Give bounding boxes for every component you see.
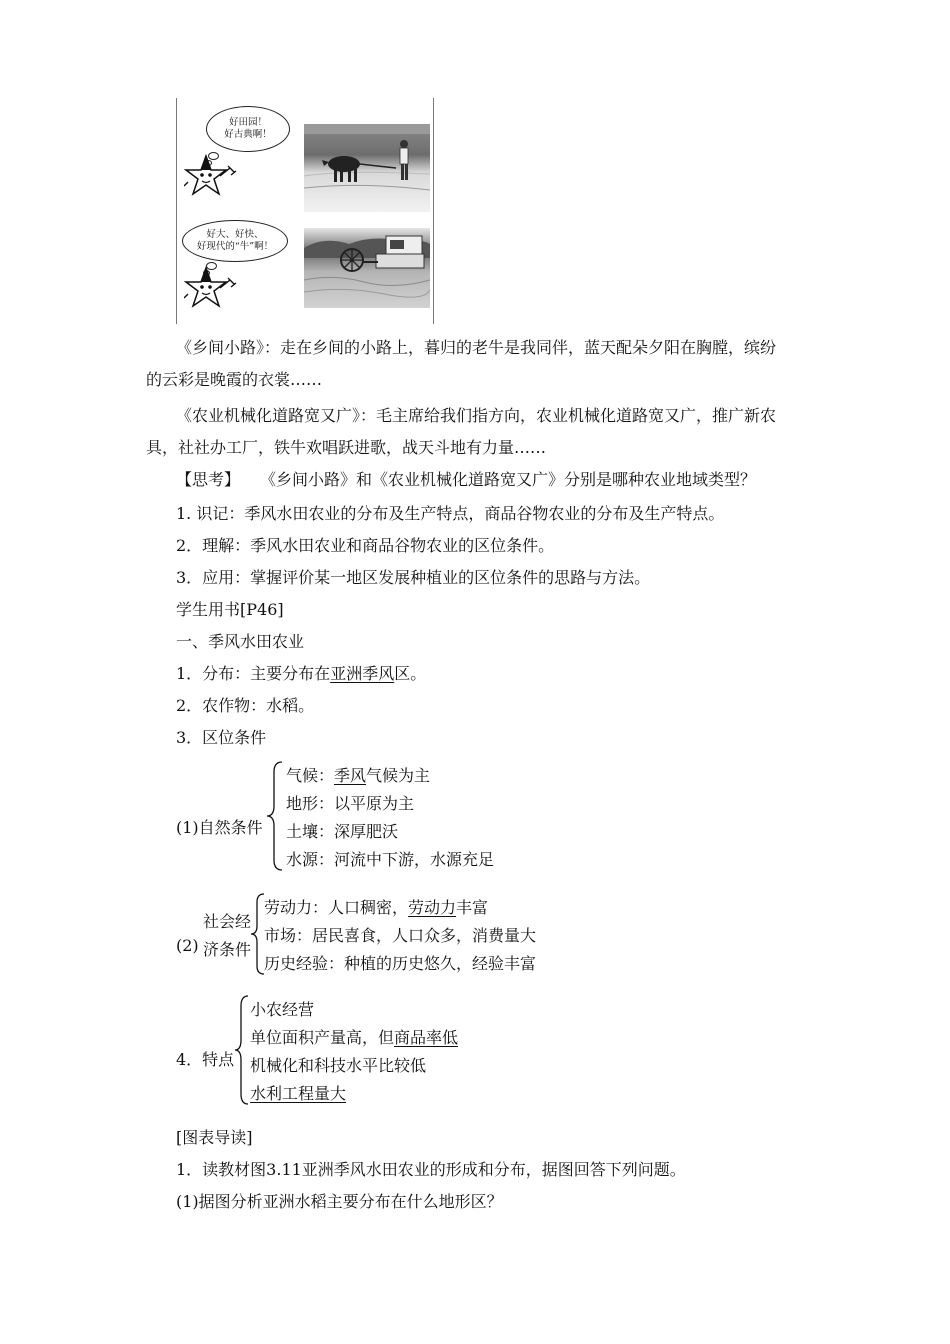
- cartoon-figure: [176, 98, 434, 324]
- climate-line: [286, 766, 430, 786]
- section-heading: 一、季风水田农业: [176, 632, 305, 651]
- bubble-bottom-line2: 好现代的“牛”啊！: [196, 241, 274, 252]
- feature-item4-answer: 水利工程量大: [250, 1084, 347, 1103]
- features-label: 4．特点: [176, 1050, 235, 1069]
- think-label: 【思考】: [176, 470, 241, 489]
- bubble-top-line2: 好古典啊！: [224, 129, 272, 140]
- song1-line2: 的云彩是晚霞的衣裳……: [146, 370, 323, 389]
- soil-line: 土壤：深厚肥沃: [286, 822, 399, 841]
- feature-item: 小农经营: [250, 1000, 315, 1019]
- book-reference: 学生用书[P46]: [176, 600, 284, 619]
- location-heading: 3．区位条件: [176, 728, 267, 747]
- star-character-icon: [184, 266, 240, 312]
- figure-right-border: [433, 98, 434, 324]
- left-brace-icon: [234, 994, 250, 1106]
- water-line: 水源：河流中下游，水源充足: [286, 850, 495, 869]
- speech-bubble-bottom: [182, 220, 288, 262]
- speech-bubble-top: [206, 106, 290, 152]
- bubble-top-line1: 好田园！: [228, 117, 267, 128]
- social-conditions-num: (2): [176, 936, 199, 955]
- song2-line1: 《农业机械化道路宽又广》：毛主席给我们指方向，农业机械化道路宽又广，推广新农: [176, 406, 777, 425]
- climate-answer: 季风: [334, 766, 367, 785]
- feature-item: [250, 1084, 346, 1104]
- ox-plowing-paddy-photo: [304, 124, 430, 212]
- feature-item: 机械化和科技水平比较低: [250, 1056, 427, 1075]
- goal-item: 2．理解：季风水田农业和商品谷物农业的区位条件。: [176, 536, 555, 555]
- song2-line2: 具，社社办工厂，铁牛欢唱跃进歌，战天斗地有力量……: [146, 438, 547, 457]
- distribution-suffix: 区。: [394, 664, 427, 683]
- goal-item: 1. 识记：季风水田农业的分布及生产特点，商品谷物农业的分布及生产特点。: [176, 504, 725, 523]
- distribution-answer: 亚洲季风: [330, 664, 395, 683]
- bubble-bottom-line1: 好大、好快、: [206, 229, 264, 240]
- think-text: 《乡间小路》和《农业机械化道路宽又广》分别是哪种农业地域类型？: [260, 470, 757, 489]
- social-conditions-label-1: 社会经: [203, 912, 252, 931]
- distribution-prefix: 1．分布：主要分布在: [176, 664, 331, 683]
- goal-item: 3．应用：掌握评价某一地区发展种植业的区位条件的思路与方法。: [176, 568, 651, 587]
- history-line: 历史经验：种植的历史悠久，经验丰富: [264, 954, 537, 973]
- combine-harvester-photo: [304, 228, 430, 308]
- guide-question: 1．读教材图3.11亚洲季风水田农业的形成和分布，据图回答下列问题。: [176, 1160, 686, 1179]
- labor-line: [264, 898, 488, 918]
- feature-item: [250, 1028, 458, 1048]
- feature-item2-prefix: 单位面积产量高，但: [250, 1028, 395, 1047]
- feature-item2-answer: 商品率低: [394, 1028, 459, 1047]
- think-question: [176, 470, 756, 490]
- guide-subquestion: (1)据图分析亚洲水稻主要分布在什么地形区？: [176, 1192, 503, 1211]
- star-character-icon: [184, 154, 240, 200]
- figure-left-border: [176, 98, 177, 324]
- climate-prefix: 气候：: [286, 766, 335, 785]
- chart-guide-heading: [图表导读]: [176, 1128, 253, 1147]
- labor-prefix: 劳动力：人口稠密，: [264, 898, 409, 917]
- labor-suffix: 丰富: [456, 898, 489, 917]
- crop-line: 2．农作物：水稻。: [176, 696, 315, 715]
- market-line: 市场：居民喜食，人口众多，消费量大: [264, 926, 537, 945]
- left-brace-icon: [266, 760, 284, 872]
- terrain-line: 地形：以平原为主: [286, 794, 415, 813]
- natural-conditions-label: (1)自然条件: [176, 818, 263, 837]
- song1-line1: 《乡间小路》：走在乡间的小路上，暮归的老牛是我同伴，蓝天配朵夕阳在胸膛，缤纷: [176, 338, 777, 357]
- distribution-line: [176, 664, 426, 684]
- labor-answer: 劳动力: [408, 898, 457, 917]
- climate-suffix: 气候为主: [366, 766, 431, 785]
- social-conditions-label-2: 济条件: [203, 940, 252, 959]
